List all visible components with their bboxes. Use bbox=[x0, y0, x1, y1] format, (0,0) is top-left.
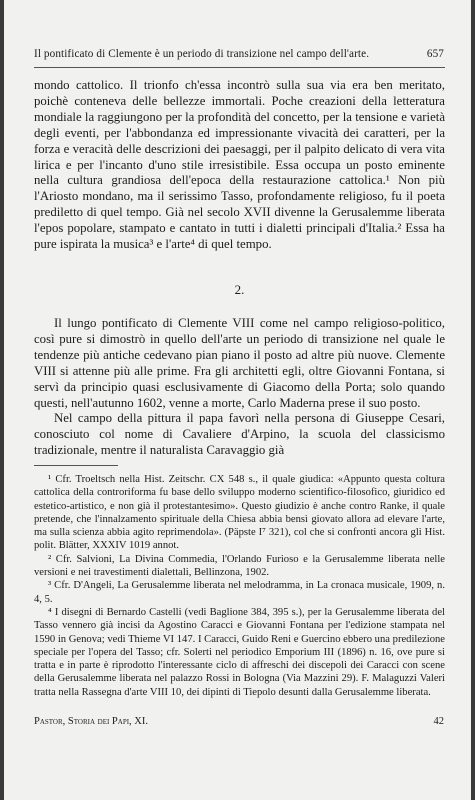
footnote-1: ¹ Cfr. Troeltsch nella Hist. Zeitschr. CX 548 s., il quale giudica: «Appunto questa coltura cattolica della controriforma fu base dello sviluppo moderno scientifico-filosofico, giuridico ed estetico-artistico, e non già il protestantesimo». Questo giudizio è anche contro Ranke, il quale pretende, che l'innalzamento spirituale della Chiesa abbia bensì giovato allora ad elevare l'arte, ma sulla scienza abbia agito reprimendola». (Päpste I⁷ 321), col che si confronti ancora gli Hist. polit. Blätter, XXXIV 1019 annot. bbox=[34, 474, 445, 552]
footer-sheet-number: 42 bbox=[433, 716, 444, 727]
header-title: Il pontificato di Clemente è un periodo di transizione nel campo dell'arte. bbox=[34, 48, 370, 60]
paragraph-3: Nel campo della pittura il papa favorì nella persona di Giuseppe Cesari, conosciuto col nome di Cavaliere d'Arpino, la scuola del classicismo tradizionale, mentre il naturalista Caravaggio già bbox=[34, 411, 445, 458]
running-header bbox=[34, 48, 444, 60]
header-rule bbox=[34, 67, 445, 68]
footnote-rule bbox=[34, 465, 118, 466]
page-footer bbox=[34, 716, 444, 727]
header-page-number: 657 bbox=[426, 48, 444, 60]
paragraph-1: mondo cattolico. Il trionfo ch'essa incontrò sulla sua via era ben meritato, poichè conteneva delle bellezze immortali. Poche creazioni della letteratura mondiale la raggiungono per la profondità del concetto, per la tensione e varietà degli eventi, per l'abbondanza ed impressionante vivacità dei caratteri, per la forza e veracità delle descrizioni dei paesaggi, per il palpito delicato di vera vita lirica e per l'incanto d'uno stile irresistibile. Essa occupa un posto eminente nella cultura grandiosa dell'epoca della restaurazione cattolica.¹ Non più l'Ariosto mondano, ma il serissimo Tasso, profondamente religioso, fu il poeta prediletto di quel tempo. Già nel secolo XVII divenne la Gerusalemme liberata l'epos popolare, stampato e cantato in tutti i dialetti principali d'Italia.² Essa ha pure ispirata la musica³ e l'arte⁴ di quel tempo. bbox=[34, 78, 445, 252]
section-number: 2. bbox=[234, 282, 245, 297]
paragraph-2: Il lungo pontificato di Clemente VIII come nel campo religioso-politico, così pure si dimostrò in quello dell'arte un periodo di transizione nel quale le tendenze più antiche cedevano pian piano il posto ad altre più nuove. Clemente VIII si attenne più alle prime. Fra gli architetti egli, oltre Giovanni Fontana, si servì da principio quasi esclusivamente di Giacomo della Porta; solo quando questi, nell'autunno 1602, venne a morte, Carlo Maderna prese il suo posto. bbox=[34, 316, 445, 410]
footer-signature: Pastor, Storia dei Papi, XI. bbox=[34, 716, 148, 727]
footnotes bbox=[34, 473, 445, 699]
body-text-section-2 bbox=[34, 316, 445, 459]
footnote-3: ³ Cfr. D'Angeli, La Gerusalemme liberata nel melodramma, in La cronaca musicale, 1909, n. 4, 5. bbox=[34, 580, 445, 605]
book-page bbox=[4, 0, 471, 800]
footnote-4: ⁴ I disegni di Bernardo Castelli (vedi Baglione 384, 395 s.), per la Gerusalemme liberata del Tasso vennero già incisi da Agostino Caracci e Giovanni Fontana per l'edizione stampata nel 1590 in Genova; vedi Thieme VI 147. I Caracci, Guido Reni e Guercino ebbero una predilezione speciale per l'opera del Tasso; cfr. Solerti nel periodico Emporium III (1896) n. 16, ove pure si tratta e in parte è riprodotto l'interessante ciclo di affreschi dei discepoli dei Caracci con scene della Gerusalemme liberata nel palazzo Rossi in Bologna (Via Mazzini 29). F. Malaguzzi Valeri tratta nella Rassegna d'arte VIII 10, dei dipinti di Tiepolo desunti dalla Gerusalemme liberata. bbox=[34, 606, 445, 698]
footnote-2: ² Cfr. Salvioni, La Divina Commedia, l'Orlando Furioso e la Gerusalemme liberata nelle versioni e nei travestimenti dialettali, Bellinzona, 1902. bbox=[34, 553, 445, 579]
body-text-top bbox=[34, 78, 445, 253]
